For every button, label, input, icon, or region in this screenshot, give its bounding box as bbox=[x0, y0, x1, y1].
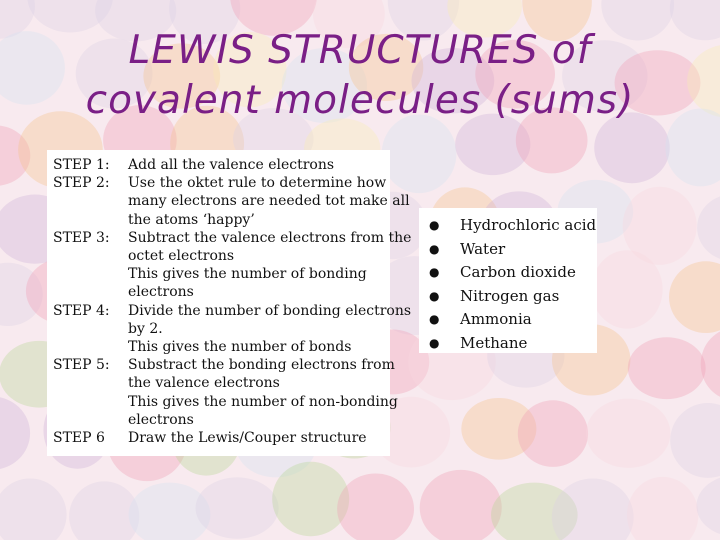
bullet-dot-icon: ● bbox=[429, 218, 440, 232]
step-text bbox=[128, 156, 384, 174]
step-row bbox=[53, 302, 412, 357]
step-row bbox=[53, 356, 398, 429]
molecule-name: Hydrochloric acid bbox=[460, 216, 597, 234]
step-label: STEP 2: bbox=[53, 175, 110, 192]
bullet-dot-icon: ● bbox=[429, 241, 440, 256]
bullet-dot-icon: ● bbox=[429, 312, 440, 326]
step-line: the valence electrons bbox=[128, 375, 280, 392]
step-line: This gives the number of bonding bbox=[128, 266, 367, 283]
step-row bbox=[53, 229, 412, 302]
list-item bbox=[429, 285, 597, 309]
step-line: This gives the number of non-bonding bbox=[128, 393, 398, 410]
steps-panel bbox=[47, 150, 412, 456]
title-line-1: LEWIS STRUCTURES of bbox=[128, 28, 592, 73]
step-line: This gives the number of bonds bbox=[128, 339, 352, 356]
step-line: Substract the bonding electrons from bbox=[128, 357, 395, 374]
step-row bbox=[53, 174, 410, 229]
bullet-dot-icon: ● bbox=[429, 288, 440, 303]
molecule-list bbox=[419, 208, 597, 353]
step-line: the atoms ‘happy’ bbox=[128, 211, 255, 228]
molecule-name: Ammonia bbox=[460, 310, 532, 328]
step-line: Subtract the valence electrons from the bbox=[128, 229, 412, 246]
title-line-2: covalent molecules (sums) bbox=[85, 78, 635, 123]
step-line: Divide the number of bonding electrons bbox=[128, 302, 412, 319]
bullet-dot-icon: ● bbox=[429, 335, 440, 350]
molecule-name: Water bbox=[460, 239, 506, 258]
step-label: STEP 4: bbox=[53, 302, 110, 319]
step-text bbox=[128, 356, 398, 429]
bullet-dot-icon: ● bbox=[429, 265, 440, 279]
step-label: STEP 6 bbox=[53, 430, 105, 447]
step-line: octet electrons bbox=[128, 248, 235, 265]
molecule-name: Methane bbox=[460, 333, 528, 352]
list-item bbox=[429, 238, 597, 262]
step-row bbox=[53, 429, 384, 447]
step-line: electrons bbox=[128, 411, 194, 428]
slide-title bbox=[0, 26, 720, 126]
step-row bbox=[53, 156, 384, 174]
step-line: many electrons are needed tot make all bbox=[128, 193, 410, 210]
step-line: Use the oktet rule to determine how bbox=[128, 175, 387, 192]
step-label: STEP 5: bbox=[53, 357, 110, 374]
molecule-name: Nitrogen gas bbox=[460, 286, 560, 305]
step-line: by 2. bbox=[128, 320, 163, 337]
step-label: STEP 3: bbox=[53, 229, 110, 246]
step-text bbox=[128, 174, 410, 229]
step-label: STEP 1: bbox=[53, 157, 110, 173]
step-line: Add all the valence electrons bbox=[128, 157, 335, 173]
molecule-name: Carbon dioxide bbox=[460, 263, 576, 281]
list-item bbox=[429, 332, 597, 356]
step-text bbox=[128, 429, 384, 447]
step-text bbox=[128, 302, 411, 357]
step-line: electrons bbox=[128, 284, 194, 301]
step-text bbox=[128, 229, 411, 302]
list-item bbox=[429, 308, 597, 332]
step-line: Draw the Lewis/Couper structure bbox=[128, 430, 367, 447]
list-item bbox=[429, 214, 597, 238]
list-item bbox=[429, 261, 597, 285]
